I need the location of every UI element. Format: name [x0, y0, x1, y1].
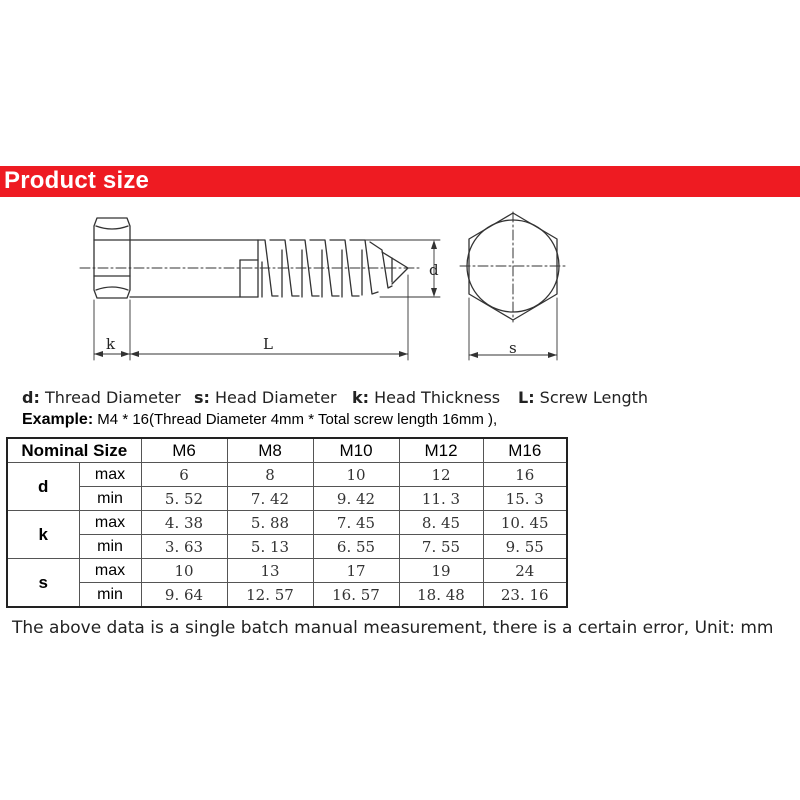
row-label: min — [79, 583, 141, 608]
legend-text: Thread Diameter — [39, 388, 181, 407]
table-cell: 8 — [227, 463, 313, 487]
table-row — [7, 559, 567, 583]
legend-item-d — [22, 388, 181, 407]
legend-item-k — [352, 388, 500, 407]
table-cell: 11. 3 — [399, 487, 483, 511]
dimension-label-k: k — [106, 335, 116, 353]
row-label: min — [79, 487, 141, 511]
row-label: max — [79, 463, 141, 487]
legend-key: L: — [518, 388, 535, 407]
example-line — [22, 411, 497, 429]
table-cell: 10 — [313, 463, 399, 487]
table-cell: 7. 55 — [399, 535, 483, 559]
row-label: min — [79, 535, 141, 559]
header-size: M12 — [399, 438, 483, 463]
table-cell: 16. 57 — [313, 583, 399, 608]
dimension-label-L: L — [263, 335, 273, 353]
header-size: M6 — [141, 438, 227, 463]
table-cell: 10 — [141, 559, 227, 583]
table-row — [7, 583, 567, 608]
table-cell: 6 — [141, 463, 227, 487]
legend-text: Head Diameter — [209, 388, 337, 407]
screw-head-side — [94, 218, 130, 298]
table-row — [7, 463, 567, 487]
table-cell: 23. 16 — [483, 583, 567, 608]
row-group-key: d — [7, 463, 79, 511]
table-cell: 9. 42 — [313, 487, 399, 511]
table-cell: 3. 63 — [141, 535, 227, 559]
table-cell: 13 — [227, 559, 313, 583]
dimension-label-d: d — [429, 261, 439, 279]
table-cell: 24 — [483, 559, 567, 583]
screw-dimension-diagram — [0, 0, 800, 370]
table-cell: 5. 88 — [227, 511, 313, 535]
legend-text: Head Thickness — [369, 388, 501, 407]
table-cell: 18. 48 — [399, 583, 483, 608]
table-cell: 9. 64 — [141, 583, 227, 608]
table-cell: 10. 45 — [483, 511, 567, 535]
legend-item-s — [194, 388, 337, 407]
row-group-key: s — [7, 559, 79, 608]
table-cell: 7. 45 — [313, 511, 399, 535]
header-size: M16 — [483, 438, 567, 463]
row-group-key: k — [7, 511, 79, 559]
legend-text: Screw Length — [534, 388, 649, 407]
legend-item-L — [518, 388, 648, 407]
header-nominal-size: Nominal Size — [7, 438, 141, 463]
table-cell: 8. 45 — [399, 511, 483, 535]
example-key: Example: — [22, 411, 94, 428]
table-cell: 6. 55 — [313, 535, 399, 559]
table-row — [7, 487, 567, 511]
header-size: M8 — [227, 438, 313, 463]
table-header-row — [7, 438, 567, 463]
table-cell: 19 — [399, 559, 483, 583]
legend-key: d: — [22, 388, 40, 407]
size-spec-table — [6, 437, 568, 608]
table-cell: 5. 52 — [141, 487, 227, 511]
header-size: M10 — [313, 438, 399, 463]
table-cell: 4. 38 — [141, 511, 227, 535]
table-cell: 15. 3 — [483, 487, 567, 511]
table-cell: 7. 42 — [227, 487, 313, 511]
legend-key: s: — [194, 388, 210, 407]
table-cell: 16 — [483, 463, 567, 487]
example-text: M4 * 16(Thread Diameter 4mm * Total screw length 16mm ), — [93, 411, 498, 428]
table-cell: 12 — [399, 463, 483, 487]
dimension-label-s: s — [509, 339, 517, 357]
table-cell: 12. 57 — [227, 583, 313, 608]
table-row — [7, 535, 567, 559]
measurement-footnote: The above data is a single batch manual measurement, there is a certain error, Unit: mm — [12, 618, 774, 638]
banner-title: Product size — [4, 167, 150, 194]
table-cell: 9. 55 — [483, 535, 567, 559]
row-label: max — [79, 511, 141, 535]
table-row — [7, 511, 567, 535]
legend-key: k: — [352, 388, 370, 407]
row-label: max — [79, 559, 141, 583]
table-cell: 5. 13 — [227, 535, 313, 559]
table-cell: 17 — [313, 559, 399, 583]
